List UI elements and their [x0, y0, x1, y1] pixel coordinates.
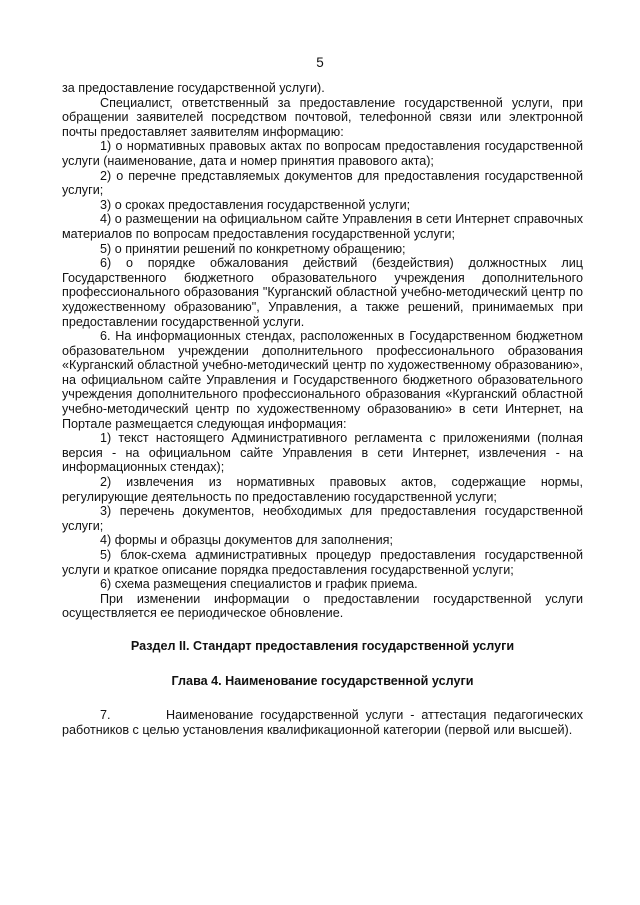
document-body — [62, 81, 587, 737]
list-item: 6) схема размещения специалистов и график приема. — [100, 577, 418, 592]
paragraph-specialist-info: Специалист, ответственный за предоставление государственной услуги, при обращении заявителей посредством почтовой, телефонной связи или электронной почты предоставляет заявителям информацию: — [62, 95, 583, 139]
list-item: 3) перечень документов, необходимых для предоставления государственной услуги; — [62, 504, 583, 533]
paragraph-info-stands: 6. На информационных стендах, расположенных в Государственном бюджетном образовательном учреждении дополнительного профессионального образования «Курганский областной учебно-методический центр по художественному образованию», на официальном сайте Управления и Государственного бюджетного образовательного учреждения дополнительного профессионального образования «Курганский областной учебно-методический центр по художественному образованию» в сети Интернет, на Портале размещается следующая информация: — [62, 329, 583, 431]
list-item: 2) извлечения из нормативных правовых актов, содержащие нормы, регулирующие деятельность по предоставлению государственной услуги; — [62, 475, 583, 504]
list-item: 2) о перечне представляемых документов для предоставления государственной услуги; — [62, 168, 583, 198]
list-item: 5) о принятии решений по конкретному обращению; — [100, 241, 406, 256]
list-item: 4) формы и образцы документов для заполнения; — [100, 533, 393, 548]
chapter-heading: Глава 4. Наименование государственной услуги — [171, 673, 474, 688]
list-item: 3) о сроках предоставления государственной услуги; — [100, 197, 411, 212]
page-number: 5 — [316, 55, 324, 70]
paragraph-continuation: за предоставление государственной услуги). — [62, 81, 325, 95]
list-item: 1) текст настоящего Административного регламента с приложениями (полная версия - на официальном сайте Управления в сети Интернет, извлечения - на информационных стендах); — [62, 431, 583, 475]
list-item: 6) о порядке обжалования действий (бездействия) должностных лиц Государственного бюджетного образовательного учреждения дополнительного профессионального образования "Курганский областной учебно-методический центр по художественному образованию", Управления, а также решений, принимаемых при предоставлении государственной услуги. — [62, 256, 583, 329]
section-heading: Раздел II. Стандарт предоставления государственной услуги — [130, 638, 515, 653]
paragraph-item-7: 7. Наименование государственной услуги - аттестация педагогических работников с целью установления квалификационной категории (первой или высшей). — [62, 708, 587, 737]
paragraph-update: При изменении информации о предоставлении государственной услуги осуществляется ее периодическое обновление. — [62, 591, 583, 621]
list-item: 4) о размещении на официальном сайте Управления в сети Интернет справочных материалов по вопросам предоставления государственной услуги; — [62, 212, 583, 241]
list-item: 5) блок-схема административных процедур предоставления государственной услуги и краткое описание порядка предоставления государственной услуги; — [62, 548, 583, 577]
list-item: 1) о нормативных правовых актах по вопросам предоставления государственной услуги (наименование, дата и номер принятия правового акта); — [62, 139, 583, 168]
